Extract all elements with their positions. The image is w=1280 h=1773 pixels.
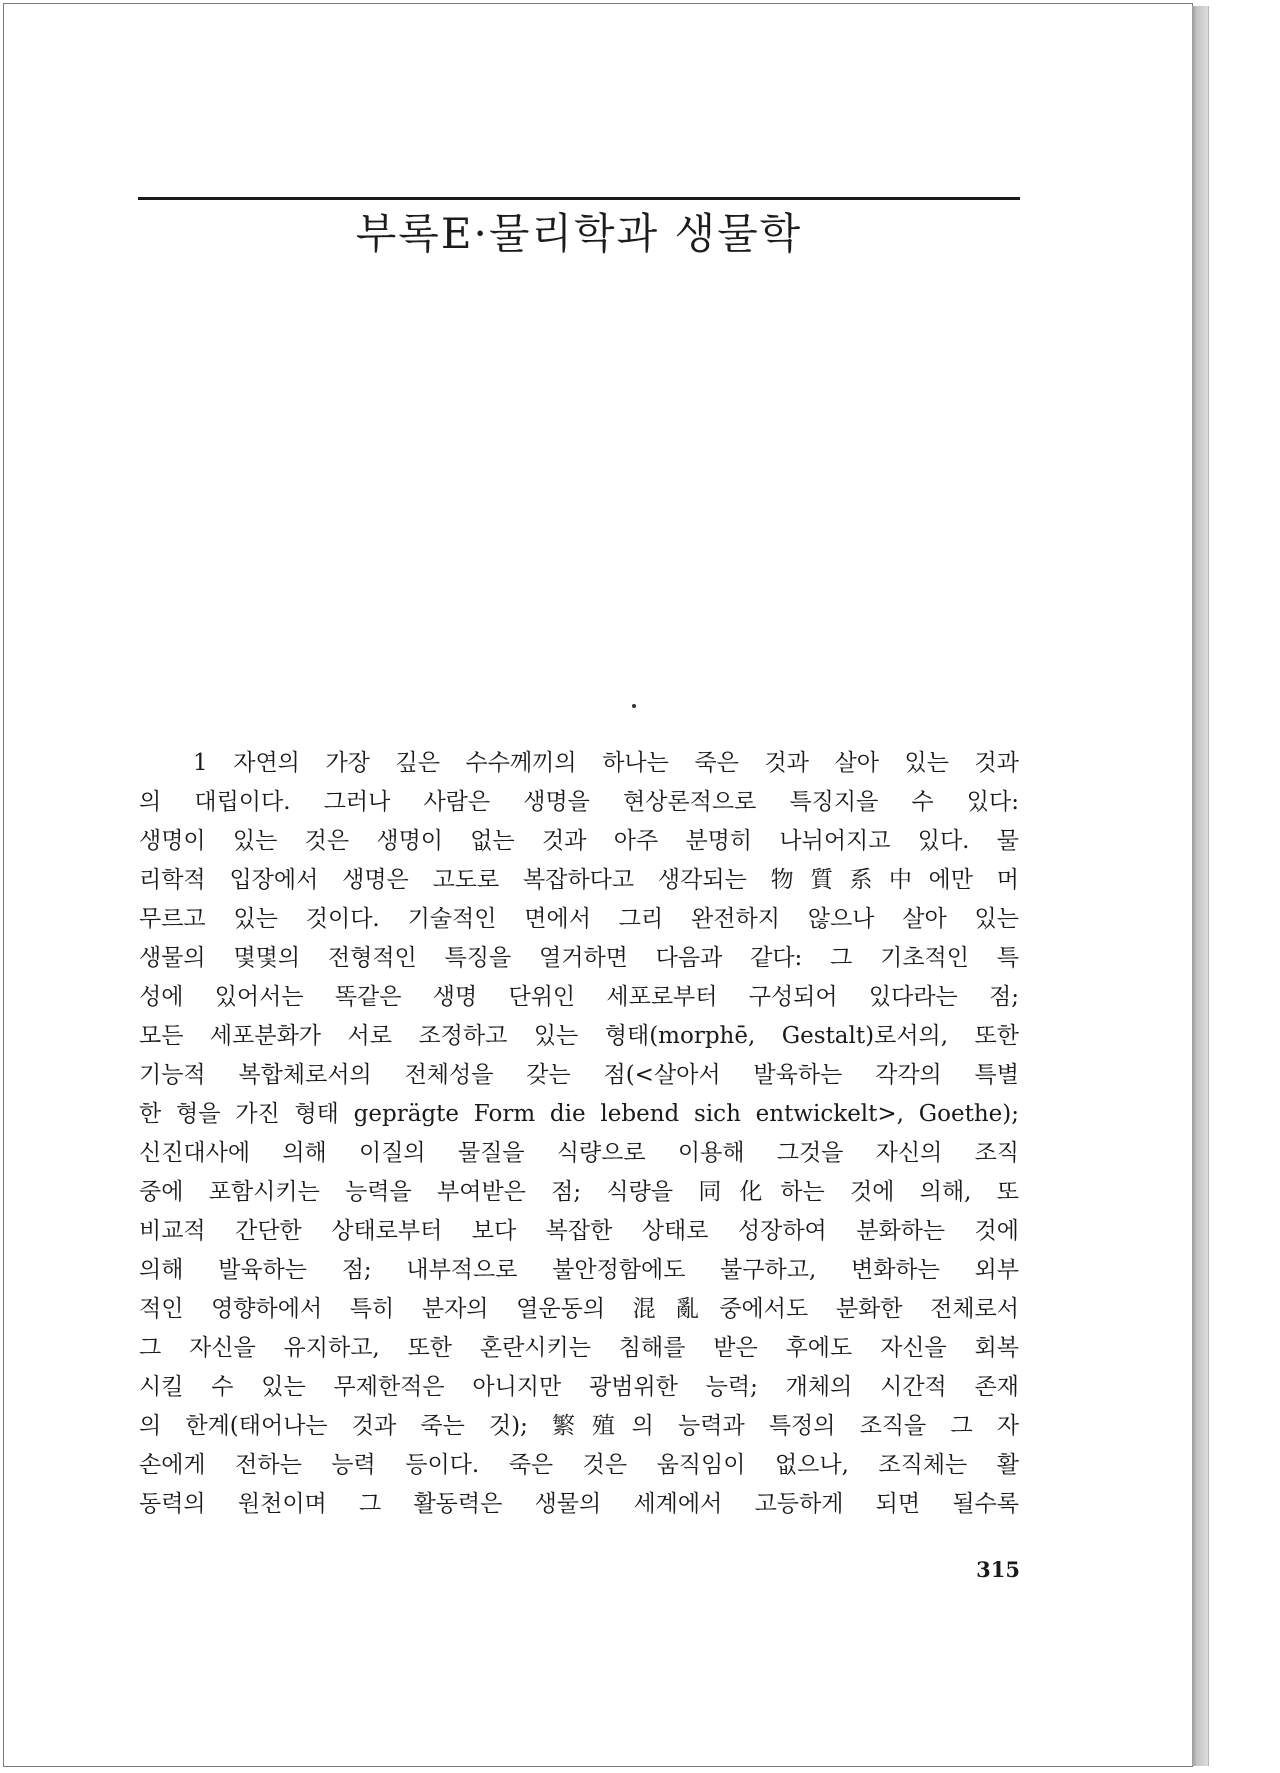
text-line: 동력의 원천이며 그 활동력은 생물의 세계에서 고등하게 되면 될수록 <box>139 1491 1019 1517</box>
text-line: 비교적 간단한 상태로부터 보다 복잡한 상태로 성장하여 분화하는 것에 <box>139 1218 1019 1244</box>
section-dot <box>632 704 636 708</box>
header-rule <box>138 197 1020 200</box>
text-line: 성에 있어서는 똑같은 생명 단위인 세포로부터 구성되어 있다라는 점; <box>139 984 1019 1010</box>
text-line: 기능적 복합체로서의 전체성을 갖는 점(<살아서 발육하는 각각의 특별 <box>139 1062 1019 1088</box>
text-line: 중에 포함시키는 능력을 부여받은 점; 식량을 同化하는 것에 의해, 또 <box>139 1179 1019 1205</box>
text-line: 신진대사에 의해 이질의 물질을 식량으로 이용해 그것을 자신의 조직 <box>139 1140 1019 1166</box>
body-paragraph <box>139 744 1019 1524</box>
text-line: 의 한계(태어나는 것과 죽는 것); 繁殖의 능력과 특정의 조직을 그 자 <box>139 1413 1019 1439</box>
text-line: 1 자연의 가장 깊은 수수께끼의 하나는 죽은 것과 살아 있는 것과 <box>193 750 1019 776</box>
text-line: 의 대립이다. 그러나 사람은 생명을 현상론적으로 특징지을 수 있다: <box>139 789 1019 815</box>
text-line: 그 자신을 유지하고, 또한 혼란시키는 침해를 받은 후에도 자신을 회복 <box>139 1335 1019 1361</box>
text-line: 무르고 있는 것이다. 기술적인 면에서 그리 완전하지 않으나 살아 있는 <box>139 906 1019 932</box>
text-line: 적인 영향하에서 특히 분자의 열운동의 混亂중에서도 분화한 전체로서 <box>139 1296 1019 1322</box>
text-line: 손에게 전하는 능력 등이다. 죽은 것은 움직임이 없으나, 조직체는 활 <box>139 1452 1019 1478</box>
text-line: 생물의 몇몇의 전형적인 특징을 열거하면 다음과 같다: 그 기초적인 특 <box>139 945 1019 971</box>
text-line: 시킬 수 있는 무제한적은 아니지만 광범위한 능력; 개체의 시간적 존재 <box>139 1374 1019 1400</box>
page-number: 315 <box>976 1557 1020 1582</box>
text-line: 생명이 있는 것은 생명이 없는 것과 아주 분명히 나뉘어지고 있다. 물 <box>139 828 1019 854</box>
text-line: 의해 발육하는 점; 내부적으로 불안정함에도 불구하고, 변화하는 외부 <box>139 1257 1019 1283</box>
text-line: 모든 세포분화가 서로 조정하고 있는 형태(morphē, Gestalt)로서의, 또한 <box>139 1023 1019 1049</box>
page-edge-shadow <box>1192 6 1209 1766</box>
text-line: 리학적 입장에서 생명은 고도로 복잡하다고 생각되는 物質系中에만 머 <box>139 867 1019 893</box>
text-line: 한 형을 가진 형태 geprägte Form die lebend sich entwickelt>, Goethe); <box>139 1101 1019 1127</box>
chapter-title: 부록E·물리학과 생물학 <box>355 209 803 258</box>
